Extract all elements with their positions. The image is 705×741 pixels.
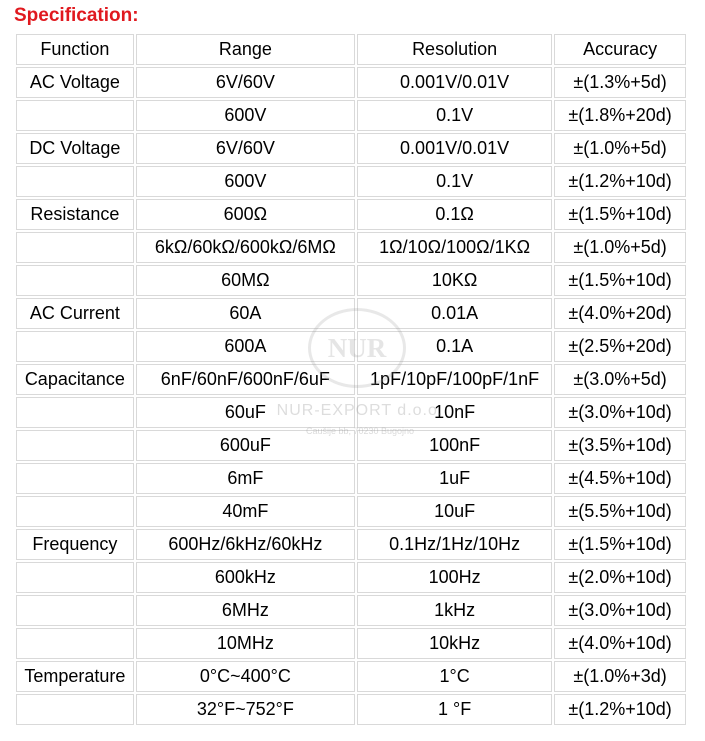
- header-range: Range: [136, 34, 355, 65]
- cell-accuracy: ±(1.2%+10d): [554, 166, 686, 197]
- cell-accuracy: ±(3.0%+10d): [554, 397, 686, 428]
- table-row: [16, 628, 686, 659]
- cell-accuracy: ±(3.5%+10d): [554, 430, 686, 461]
- cell-function: Resistance: [16, 199, 134, 230]
- watermark-address: Caušije bb, 70230 Bugojno: [305, 426, 415, 436]
- table-row: [16, 562, 686, 593]
- cell-function: AC Current: [16, 298, 134, 329]
- cell-accuracy: ±(1.8%+20d): [554, 100, 686, 131]
- table-header-row: [16, 34, 686, 65]
- cell-resolution: 0.1Ω: [357, 199, 552, 230]
- cell-resolution: 10KΩ: [357, 265, 552, 296]
- cell-range: 6nF/60nF/600nF/6uF: [136, 364, 355, 395]
- cell-accuracy: ±(1.5%+10d): [554, 529, 686, 560]
- cell-accuracy: ±(1.0%+5d): [554, 133, 686, 164]
- header-resolution: Resolution: [357, 34, 552, 65]
- cell-accuracy: ±(4.0%+20d): [554, 298, 686, 329]
- cell-range: 600V: [136, 100, 355, 131]
- cell-function: [16, 463, 134, 494]
- cell-accuracy: ±(2.5%+20d): [554, 331, 686, 362]
- cell-resolution: 10nF: [357, 397, 552, 428]
- table-row: [16, 694, 686, 725]
- cell-range: 6kΩ/60kΩ/600kΩ/6MΩ: [136, 232, 355, 263]
- cell-resolution: 0.001V/0.01V: [357, 133, 552, 164]
- table-row: [16, 67, 686, 98]
- table-row: [16, 496, 686, 527]
- cell-accuracy: ±(3.0%+5d): [554, 364, 686, 395]
- table-row: [16, 463, 686, 494]
- page-title: Specification:: [14, 5, 139, 26]
- cell-resolution: 100Hz: [357, 562, 552, 593]
- cell-accuracy: ±(4.5%+10d): [554, 463, 686, 494]
- cell-function: [16, 430, 134, 461]
- cell-accuracy: ±(1.5%+10d): [554, 199, 686, 230]
- cell-resolution: 10uF: [357, 496, 552, 527]
- cell-function: [16, 166, 134, 197]
- table-row: [16, 595, 686, 626]
- cell-function: Capacitance: [16, 364, 134, 395]
- cell-range: 6mF: [136, 463, 355, 494]
- cell-range: 6V/60V: [136, 67, 355, 98]
- cell-range: 10MHz: [136, 628, 355, 659]
- cell-range: 60A: [136, 298, 355, 329]
- cell-resolution: 0.1Hz/1Hz/10Hz: [357, 529, 552, 560]
- cell-range: 0°C~400°C: [136, 661, 355, 692]
- cell-resolution: 0.1V: [357, 166, 552, 197]
- cell-accuracy: ±(1.5%+10d): [554, 265, 686, 296]
- cell-accuracy: ±(1.0%+3d): [554, 661, 686, 692]
- cell-function: Frequency: [16, 529, 134, 560]
- cell-range: 60MΩ: [136, 265, 355, 296]
- table-row: [16, 100, 686, 131]
- cell-accuracy: ±(5.5%+10d): [554, 496, 686, 527]
- cell-function: [16, 595, 134, 626]
- table-body: [16, 67, 686, 725]
- cell-accuracy: ±(4.0%+10d): [554, 628, 686, 659]
- cell-function: [16, 562, 134, 593]
- watermark-logo: NUR: [308, 308, 406, 388]
- cell-accuracy: ±(1.3%+5d): [554, 67, 686, 98]
- cell-function: [16, 100, 134, 131]
- table-row: [16, 133, 686, 164]
- table-row: [16, 364, 686, 395]
- cell-range: 6MHz: [136, 595, 355, 626]
- cell-resolution: 100nF: [357, 430, 552, 461]
- table-row: [16, 529, 686, 560]
- cell-function: [16, 694, 134, 725]
- cell-range: 60uF: [136, 397, 355, 428]
- cell-range: 600V: [136, 166, 355, 197]
- cell-function: AC Voltage: [16, 67, 134, 98]
- header-accuracy: Accuracy: [554, 34, 686, 65]
- cell-accuracy: ±(1.0%+5d): [554, 232, 686, 263]
- cell-resolution: 0.01A: [357, 298, 552, 329]
- specification-table: [14, 32, 688, 727]
- watermark-company: NUR-EXPORT d.o.o.: [276, 402, 444, 419]
- cell-range: 600A: [136, 331, 355, 362]
- header-function: Function: [16, 34, 134, 65]
- cell-range: 600Hz/6kHz/60kHz: [136, 529, 355, 560]
- cell-accuracy: ±(2.0%+10d): [554, 562, 686, 593]
- cell-resolution: 1kHz: [357, 595, 552, 626]
- table-row: [16, 232, 686, 263]
- cell-function: [16, 331, 134, 362]
- table-row: [16, 397, 686, 428]
- table-row: [16, 199, 686, 230]
- cell-resolution: 0.1A: [357, 331, 552, 362]
- cell-accuracy: ±(3.0%+10d): [554, 595, 686, 626]
- cell-function: [16, 265, 134, 296]
- cell-resolution: 1pF/10pF/100pF/1nF: [357, 364, 552, 395]
- cell-resolution: 1uF: [357, 463, 552, 494]
- cell-function: DC Voltage: [16, 133, 134, 164]
- cell-resolution: 1°C: [357, 661, 552, 692]
- cell-function: Temperature: [16, 661, 134, 692]
- cell-range: 600uF: [136, 430, 355, 461]
- cell-resolution: 0.1V: [357, 100, 552, 131]
- cell-range: 600kHz: [136, 562, 355, 593]
- table-row: [16, 265, 686, 296]
- cell-function: [16, 232, 134, 263]
- cell-resolution: 1Ω/10Ω/100Ω/1KΩ: [357, 232, 552, 263]
- table-row: [16, 298, 686, 329]
- table-row: [16, 331, 686, 362]
- cell-function: [16, 628, 134, 659]
- cell-range: 40mF: [136, 496, 355, 527]
- cell-accuracy: ±(1.2%+10d): [554, 694, 686, 725]
- table-row: [16, 166, 686, 197]
- cell-range: 600Ω: [136, 199, 355, 230]
- cell-resolution: 10kHz: [357, 628, 552, 659]
- cell-range: 32°F~752°F: [136, 694, 355, 725]
- cell-resolution: 1 °F: [357, 694, 552, 725]
- table-row: [16, 430, 686, 461]
- cell-range: 6V/60V: [136, 133, 355, 164]
- cell-function: [16, 496, 134, 527]
- cell-function: [16, 397, 134, 428]
- cell-resolution: 0.001V/0.01V: [357, 67, 552, 98]
- table-row: [16, 661, 686, 692]
